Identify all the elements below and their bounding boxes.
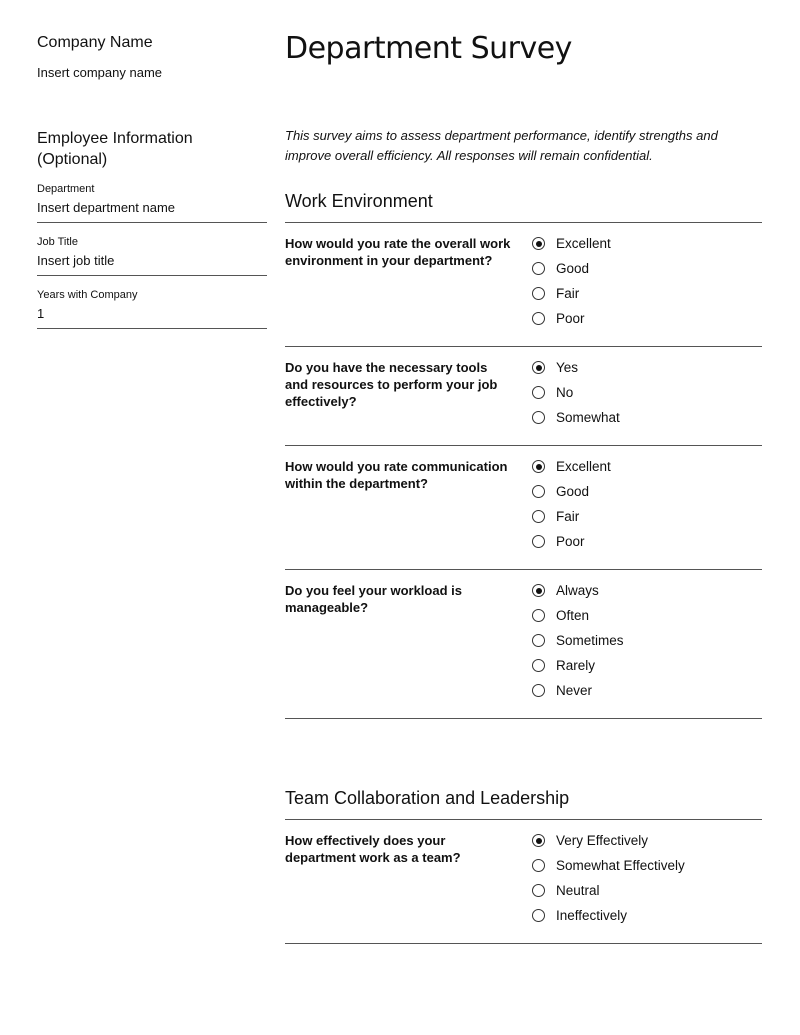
option-label: No [556,385,574,400]
survey-description: This survey aims to assess department performance, identify strengths and improve overall efficiency. All responses will remain confidential. [285,128,718,163]
employee-field [37,235,267,276]
field-input[interactable]: Insert department name [37,200,176,215]
question-text: Do you feel your workload is manageable? [285,583,462,615]
option-label: Fair [556,286,580,301]
radio-option[interactable] [532,454,762,479]
question-text: How effectively does your department work as a team? [285,833,461,865]
option-label: Rarely [556,658,596,673]
radio-option[interactable] [532,231,762,256]
radio-option[interactable] [532,678,762,703]
radio-option[interactable] [532,903,762,928]
radio-option[interactable] [532,479,762,504]
radio-option[interactable] [532,256,762,281]
company-name-field[interactable]: Insert company name [37,65,163,80]
option-label: Somewhat [556,410,620,425]
radio-option[interactable] [532,405,762,430]
radio-unchecked-icon[interactable] [532,411,545,424]
radio-unchecked-icon[interactable] [532,909,545,922]
radio-unchecked-icon[interactable] [532,884,545,897]
option-label: Excellent [556,459,611,474]
radio-group [532,578,762,703]
option-label: Fair [556,509,580,524]
radio-unchecked-icon[interactable] [532,684,545,697]
radio-option[interactable] [532,603,762,628]
question-text: Do you have the necessary tools and resources to perform your job effectively? [285,360,498,409]
radio-unchecked-icon[interactable] [532,485,545,498]
field-label: Years with Company [37,289,138,301]
radio-group [532,355,762,430]
section-heading: Work Environment [285,190,762,223]
field-input[interactable]: 1 [37,306,45,321]
option-label: Often [556,608,590,623]
survey-main [285,30,762,944]
section-heading: Team Collaboration and Leadership [285,787,762,820]
radio-checked-icon[interactable] [532,584,545,597]
question [285,223,762,347]
company-name-label: Company Name [37,34,153,51]
option-label: Somewhat Effectively [556,858,685,873]
radio-group [532,454,762,554]
radio-unchecked-icon[interactable] [532,659,545,672]
radio-checked-icon[interactable] [532,834,545,847]
field-label: Department [37,183,95,195]
option-label: Sometimes [556,633,624,648]
radio-option[interactable] [532,878,762,903]
radio-checked-icon[interactable] [532,361,545,374]
radio-option[interactable] [532,578,762,603]
option-label: Neutral [556,883,600,898]
employee-info-heading: Employee Information (Optional) [37,130,193,168]
option-label: Never [556,683,593,698]
option-label: Poor [556,534,585,549]
option-label: Always [556,583,599,598]
sidebar [37,33,267,329]
radio-option[interactable] [532,628,762,653]
radio-option[interactable] [532,828,762,853]
question-text: How would you rate communication within the department? [285,459,508,491]
question [285,820,762,944]
radio-option[interactable] [532,853,762,878]
option-label: Ineffectively [556,908,628,923]
question [285,570,762,719]
question [285,446,762,570]
radio-option[interactable] [532,653,762,678]
field-input[interactable]: Insert job title [37,253,115,268]
radio-unchecked-icon[interactable] [532,634,545,647]
radio-unchecked-icon[interactable] [532,287,545,300]
radio-option[interactable] [532,306,762,331]
option-label: Very Effectively [556,833,649,848]
radio-option[interactable] [532,504,762,529]
radio-option[interactable] [532,529,762,554]
radio-group [532,231,762,331]
option-label: Good [556,484,590,499]
radio-unchecked-icon[interactable] [532,859,545,872]
radio-option[interactable] [532,380,762,405]
radio-checked-icon[interactable] [532,460,545,473]
option-label: Good [556,261,590,276]
option-label: Yes [556,360,579,375]
radio-option[interactable] [532,281,762,306]
option-label: Poor [556,311,585,326]
employee-field [37,288,267,329]
radio-checked-icon[interactable] [532,237,545,250]
employee-field [37,182,267,223]
radio-unchecked-icon[interactable] [532,609,545,622]
radio-unchecked-icon[interactable] [532,386,545,399]
field-label: Job Title [37,236,78,248]
radio-group [532,828,762,928]
question-text: How would you rate the overall work environment in your department? [285,236,511,268]
page-title: Department Survey [285,31,572,66]
radio-unchecked-icon[interactable] [532,262,545,275]
question [285,347,762,446]
radio-unchecked-icon[interactable] [532,312,545,325]
option-label: Excellent [556,236,611,251]
radio-option[interactable] [532,355,762,380]
radio-unchecked-icon[interactable] [532,535,545,548]
radio-unchecked-icon[interactable] [532,510,545,523]
